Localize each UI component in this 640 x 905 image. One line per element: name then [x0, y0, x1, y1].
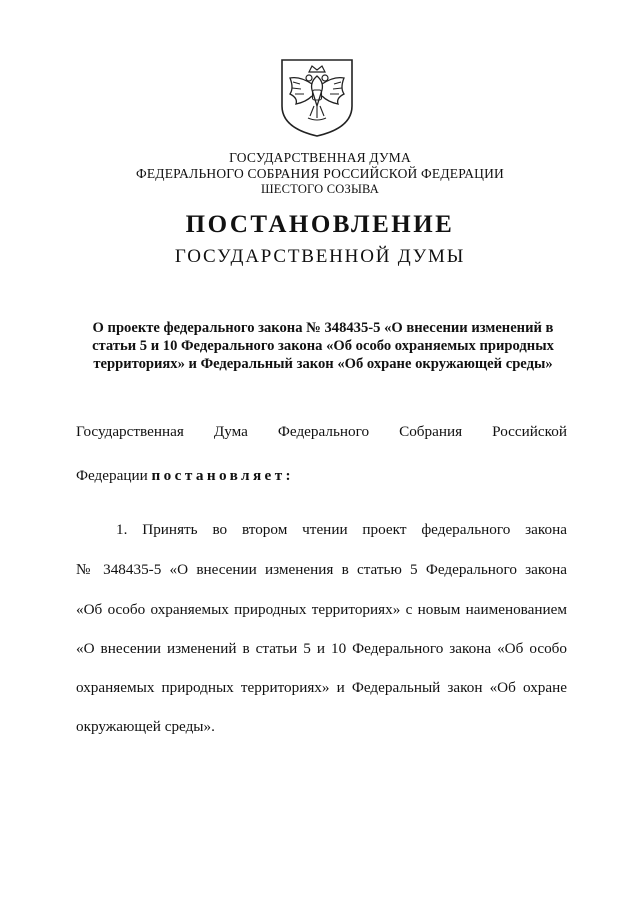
item-1-line-4: «О внесении изменений в статьи 5 и 10 Федерального закона «Об особо	[76, 640, 567, 657]
preamble-line-2	[76, 465, 567, 487]
document-subject: О проекте федерального закона № 348435-5 «О внесении изменений в статьи 5 и 10 Федерального закона «Об особо охраняемых природных территориях» и Федеральный закон «Об охране окружающей среды»	[92, 320, 554, 372]
org-name-line-1: ГОСУДАРСТВЕННАЯ ДУМА	[229, 150, 411, 165]
item-1-line-6: окружающей среды».	[76, 718, 215, 735]
preamble-line-2-text: Федерации	[76, 467, 152, 484]
item-1-line-1: 1. Принять во втором чтении проект федерального закона	[116, 521, 567, 538]
item-1-line-2: № 348435-5 «О внесении изменения в статью 5 Федерального закона	[76, 561, 567, 578]
document-title: ПОСТАНОВЛЕНИЕ	[185, 211, 455, 238]
item-1-line-3: «Об особо охраняемых природных территориях» с новым наименованием	[76, 601, 567, 618]
preamble-line-1: Государственная Дума Федерального Собрания Российской	[76, 423, 567, 440]
convocation-line: ШЕСТОГО СОЗЫВА	[260, 182, 380, 196]
coat-of-arms-icon	[276, 54, 358, 138]
item-1-line-5: охраняемых природных территориях» и Федеральный закон «Об охране	[76, 679, 567, 696]
org-name-line-2: ФЕДЕРАЛЬНОГО СОБРАНИЯ РОССИЙСКОЙ ФЕДЕРАЦИИ	[136, 166, 504, 181]
resolves-verb: постановляет:	[151, 467, 295, 484]
document-subtitle: ГОСУДАРСТВЕННОЙ ДУМЫ	[174, 246, 466, 267]
